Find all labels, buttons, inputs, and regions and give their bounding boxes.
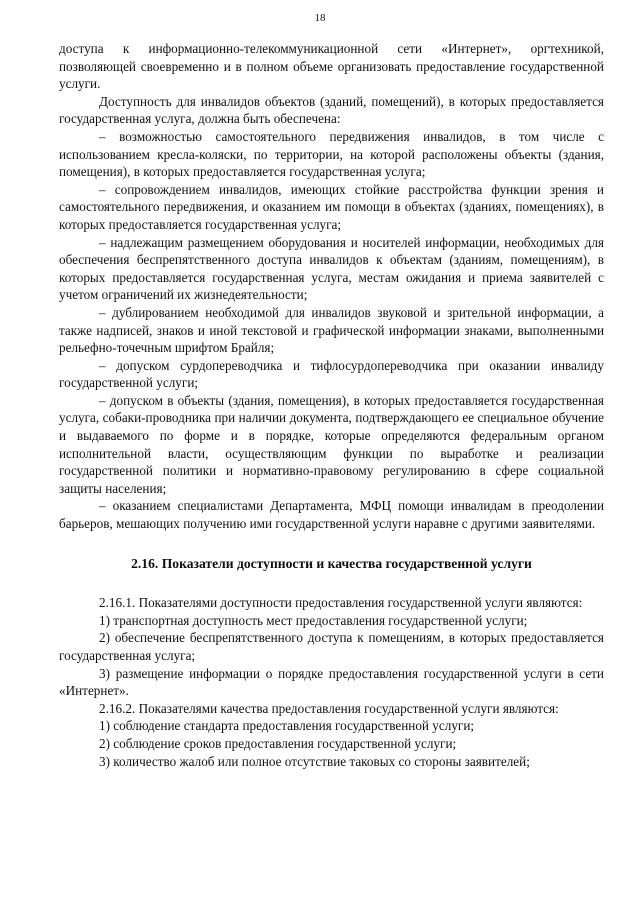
list-item-standard-compliance: 1) соблюдение стандарта предоставления государственной услуги; [99, 718, 475, 734]
page-number: 18 [314, 12, 326, 24]
list-item-deadline-compliance: 2) соблюдение сроков предоставления государственной услуги; [99, 735, 457, 751]
list-item-equipment-placement: – надлежащим размещением оборудования и носителей информации, необходимых для обеспечения беспрепятственного доступа инвалидов к объектам (зданиям, помещениям), в которых предоставляется государственная услуга, местам ожидания и приема заявителей с учетом ограничений их жизнедеятельности; [59, 234, 604, 303]
list-item-escort: – сопровождением инвалидов, имеющих стойкие расстройства функции зрения и самостоятельного передвижения, и оказанием им помощи в объектах (зданиях, помещениях), в которых предоставляется государственная услуга; [59, 181, 604, 232]
paragraph-accessibility-intro: Доступность для инвалидов объектов (зданий, помещений), в которых предоставляется государственная услуга, должна быть обеспечена: [59, 93, 604, 127]
list-item-specialist-assistance: – оказанием специалистами Департамента, МФЦ помощи инвалидам в преодолении барьеров, мешающих получению ими государственной услуги наравне с другими заявителями. [59, 498, 604, 532]
paragraph-accessibility-indicators: 2.16.1. Показателями доступности предоставления государственной услуги являются: [99, 595, 583, 611]
list-item-wheelchair-movement: – возможностью самостоятельного передвижения инвалидов, в том числе с использованием кресла-коляски, по территории, на которой расположены объекты (здания, помещения), в которых предоставляется государственная услуга; [59, 128, 604, 180]
list-item-transport-access: 1) транспортная доступность мест предоставления государственной услуги; [99, 612, 528, 628]
section-heading: 2.16. Показатели доступности и качества государственной услуги [131, 555, 532, 571]
paragraph-continuation: доступа к информационно-телекоммуникационной сети «Интернет», оргтехникой, позволяющей своевременно и в полном объеме организовать предоставление государственной услуги. [59, 41, 604, 92]
list-item-internet-info: 3) размещение информации о порядке предоставления государственной услуги в сети «Интернет». [59, 665, 604, 699]
list-item-sign-language: – допуском сурдопереводчика и тифлосурдопереводчика при оказании инвалиду государственной услуги; [59, 357, 604, 391]
paragraph-quality-indicators: 2.16.2. Показателями качества предоставления государственной услуги являются: [99, 700, 559, 716]
list-item-complaints-count: 3) количество жалоб или полное отсутствие таковых со стороны заявителей; [99, 753, 530, 769]
list-item-braille-duplication: – дублированием необходимой для инвалидов звуковой и зрительной информации, а также надписей, знаков и иной текстовой и графической информации знаками, выполненными рельефно-точечным шрифтом Брайля; [59, 304, 604, 356]
list-item-barrier-free-access: 2) обеспечение беспрепятственного доступа к помещениям, в которых предоставляется государственная услуга; [59, 630, 604, 663]
list-item-guide-dog: – допуском в объекты (здания, помещения), в которых предоставляется государственная услуга, собаки-проводника при наличии документа, подтверждающего ее специальное обучение и выдаваемого по форме и в порядке, которые определяются федеральным органом исполнительной власти, осуществляющим функции по выработке и реализации государственной политики и нормативно-правовому регулированию в сфере социальной защиты населения; [59, 392, 604, 496]
document-body [59, 40, 604, 770]
